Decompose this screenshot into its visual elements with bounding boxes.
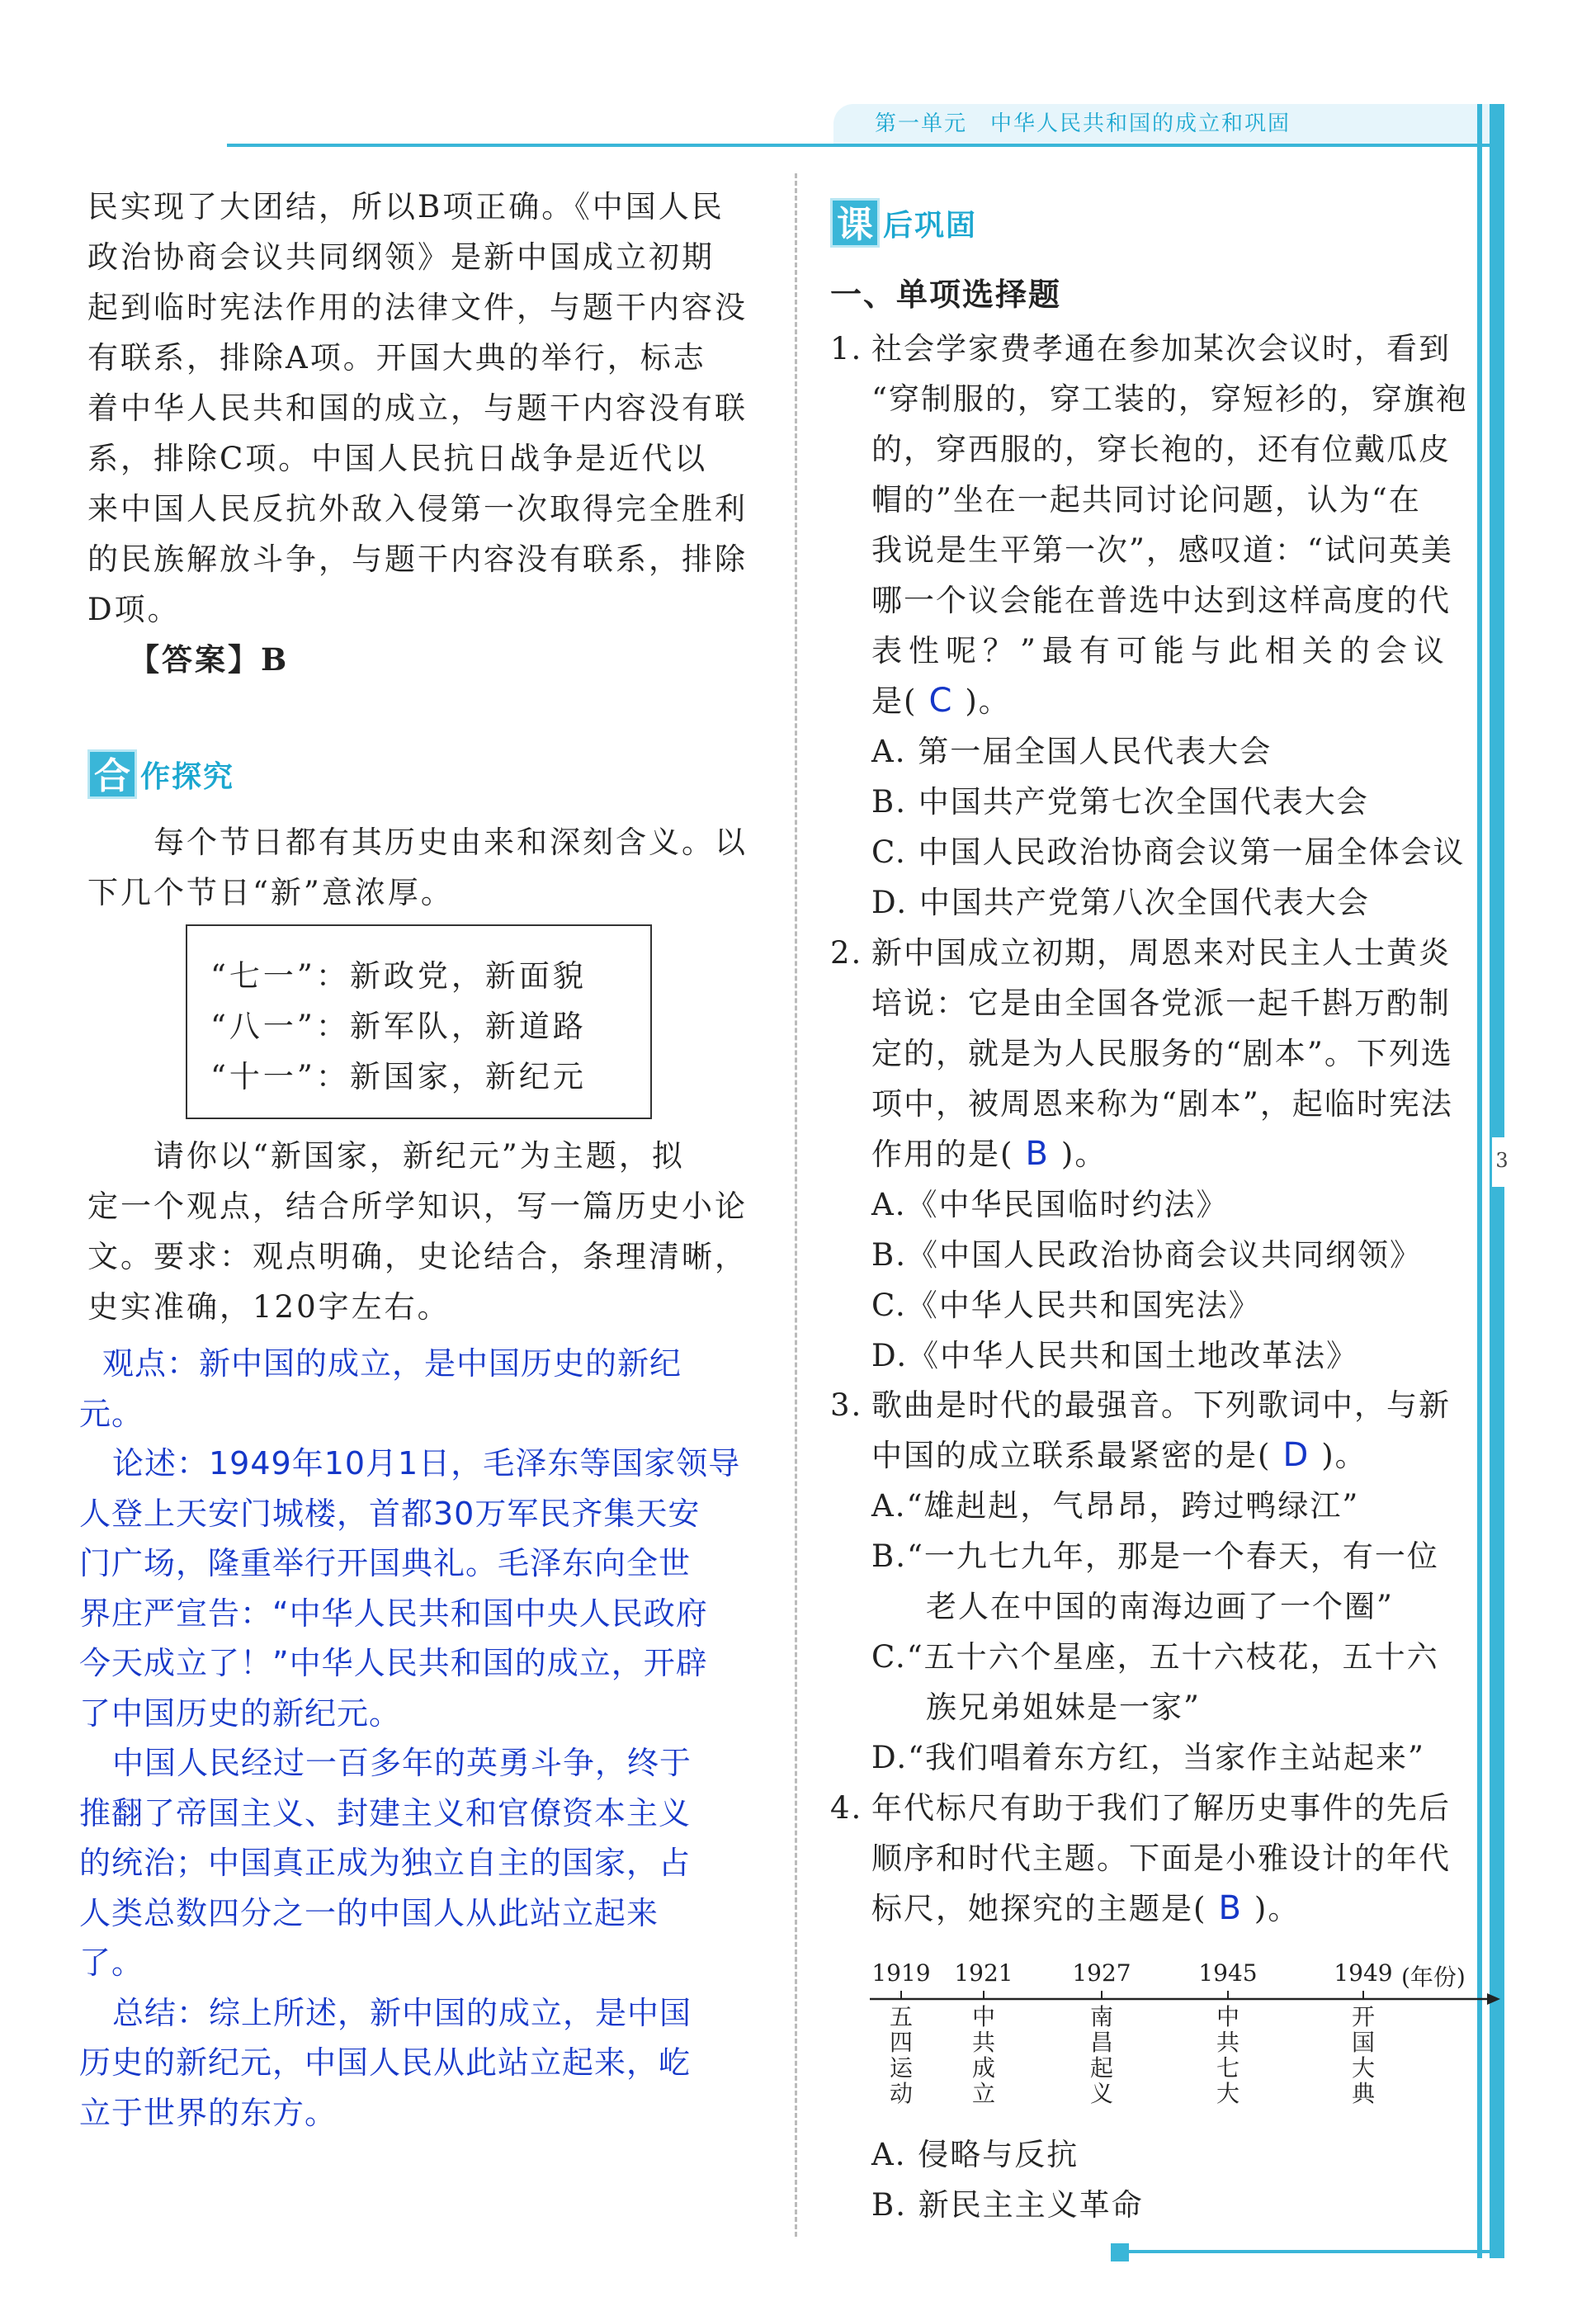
essay-line: 界庄严宣告：“中华人民共和国中央人民政府	[79, 1595, 708, 1632]
question-line: 我说是生平第一次”，感叹道：“试问英美	[871, 532, 1453, 568]
question-number: 4.	[830, 1790, 863, 1826]
option-b: B. 新民主主义革命	[871, 2187, 1144, 2223]
question-number: 1.	[830, 331, 863, 366]
stem-text: 标尺，她探究的主题是(	[871, 1891, 1207, 1926]
festival-box	[186, 924, 652, 1119]
question-line: 哪一个议会能在普选中达到这样高度的代	[871, 583, 1451, 618]
question-line: 新中国成立初期，周恩来对民主人士黄炎	[871, 935, 1451, 971]
essay-line: 历史的新纪元，中国人民从此站立起来，屹	[79, 2044, 692, 2081]
question-2	[830, 928, 1490, 1381]
essay-line: 立于世界的东方。	[79, 2094, 338, 2131]
question-line: 培说：它是由全国各党派一起千斟万酌制	[871, 985, 1451, 1021]
page-number: 3	[1495, 1149, 1509, 1172]
essay-line: 了中国历史的新纪元。	[79, 1694, 402, 1732]
running-header: 第一单元 中华人民共和国的成立和巩固	[875, 111, 1291, 136]
stem-text: 作用的是(	[871, 1137, 1014, 1172]
option-b-cont: 老人在中国的南海边画了一个圈”	[926, 1589, 1394, 1624]
section-heading-review	[830, 196, 977, 249]
essay-line: 观点：新中国的成立，是中国历史的新纪	[102, 1345, 682, 1382]
question-4	[830, 1783, 1490, 1934]
question-stem-end	[871, 1430, 1490, 1481]
answer-blank: C	[928, 682, 954, 720]
essay-line: 人登上天安门城楼，首都30万军民齐集天安	[79, 1495, 701, 1532]
box-line: “八一”：新军队，新道路	[210, 1009, 587, 1044]
question-stem-end	[871, 1129, 1490, 1179]
analysis-text	[87, 182, 758, 685]
timeline-event-label: 南昌起义	[1089, 2003, 1113, 2107]
essay-line: 论述：1949年10月1日，毛泽东等国家领导	[112, 1445, 741, 1482]
option-d: D. 中国共产党第八次全国代表大会	[871, 885, 1370, 920]
question-line: 帽的”坐在一起共同讨论问题，认为“在	[871, 482, 1421, 517]
option-a: A.《中华民国临时约法》	[871, 1187, 1229, 1222]
essay-line: 人类总数四分之一的中国人从此站立起来	[79, 1894, 659, 1931]
question-line: “穿制服的，穿工装的，穿短衫的，穿旗袍	[871, 381, 1468, 417]
timeline-event-label: 五四运动	[889, 2003, 913, 2107]
analysis-line: 来中国人民反抗外敌入侵第一次取得完全胜利	[87, 491, 748, 527]
essay-line: 总结：综上所述，新中国的成立，是中国	[112, 1994, 692, 2031]
option-c: C.“五十六个星座，五十六枝花，五十六	[871, 1639, 1439, 1675]
box-line: “十一”：新国家，新纪元	[210, 1059, 587, 1094]
essay-line: 元。	[79, 1395, 144, 1432]
option-a: A. 侵略与反抗	[871, 2137, 1079, 2172]
stem-text: )。	[1254, 1891, 1301, 1926]
question-stem-end	[871, 676, 1490, 726]
intro-line: 下几个节日“新”意浓厚。	[87, 875, 454, 910]
stem-text: 是(	[871, 683, 918, 719]
answer-label: 【答案】B	[129, 641, 290, 678]
stem-text: )。	[1321, 1438, 1367, 1473]
analysis-line: 有联系，排除A项。开国大典的举行，标志	[87, 340, 706, 376]
essay-line: 门广场，隆重举行开国典礼。毛泽东向全世	[79, 1545, 692, 1581]
timeline-year-label: 1945	[1198, 1959, 1258, 1987]
section-icon: 课	[830, 198, 880, 248]
question-4-options	[871, 2129, 1490, 2230]
section-heading-cooperation	[87, 748, 234, 801]
section-title: 作探究	[140, 759, 235, 794]
timeline-year-label: 1921	[954, 1959, 1013, 1987]
task-line: 定一个观点，结合所学知识，写一篇历史小论	[87, 1189, 748, 1224]
option-c: C.《中华人民共和国宪法》	[871, 1288, 1261, 1323]
timeline-unit: (年份)	[1401, 1964, 1466, 1991]
timeline-year-label: 1949	[1334, 1959, 1393, 1987]
answer-blank: B	[1025, 1135, 1050, 1173]
section-title: 后巩固	[883, 208, 978, 243]
timeline-event-label: 中共七大	[1216, 2003, 1239, 2107]
timeline-figure	[858, 1949, 1502, 2115]
task-text	[87, 1131, 758, 1332]
analysis-line: 起到临时宪法作用的法律文件，与题干内容没	[87, 290, 748, 325]
task-line: 请你以“新国家，新纪元”为主题，拟	[153, 1138, 685, 1174]
question-3	[830, 1380, 1490, 1783]
stem-text: )。	[1060, 1137, 1107, 1172]
intro-line: 每个节日都有其历史由来和深刻含义。以	[153, 825, 748, 860]
timeline-year-label: 1927	[1072, 1959, 1131, 1987]
option-a: A. 第一届全国人民代表大会	[871, 734, 1273, 769]
task-line: 史实准确，120字左右。	[87, 1289, 451, 1325]
essay-answer	[79, 1339, 764, 2138]
footer-marker	[1111, 2243, 1129, 2261]
option-b: B.《中国人民政治协商会议共同纲领》	[871, 1237, 1422, 1273]
timeline-event-label: 开国大典	[1351, 2003, 1375, 2107]
stem-text: 中国的成立联系最紧密的是(	[871, 1438, 1272, 1473]
question-line: 歌曲是时代的最强音。下列歌词中，与新	[871, 1387, 1451, 1423]
question-line: 的，穿西服的，穿长袍的，还有位戴瓜皮	[871, 432, 1451, 467]
question-line: 顺序和时代主题。下面是小雅设计的年代	[871, 1841, 1451, 1876]
timeline-arrow	[1487, 1993, 1500, 2005]
header-rule	[227, 144, 1490, 147]
question-1	[830, 324, 1490, 928]
essay-line: 今天成立了！”中华人民共和国的成立，开辟	[79, 1645, 708, 1681]
part-title: 一、单项选择题	[830, 276, 1062, 313]
timeline-event-label: 中共成立	[971, 2003, 995, 2107]
question-line: 年代标尺有助于我们了解历史事件的先后	[871, 1790, 1451, 1826]
task-line: 文。要求：观点明确，史论结合，条理清晰，	[87, 1239, 748, 1274]
footer-rule	[1129, 2250, 1492, 2253]
answer-blank: B	[1218, 1889, 1243, 1927]
question-line: 社会学家费孝通在参加某次会议时，看到	[871, 331, 1451, 366]
essay-line: 中国人民经过一百多年的英勇斗争，终于	[112, 1745, 692, 1781]
essay-line: 推翻了帝国主义、封建主义和官僚资本主义	[79, 1794, 692, 1831]
question-stem-end	[871, 1883, 1490, 1934]
option-b: B.“一九七九年，那是一个春天，有一位	[871, 1538, 1439, 1574]
option-d: D.《中华人民共和国土地改革法》	[871, 1338, 1359, 1373]
option-c-cont: 族兄弟姐妹是一家”	[926, 1690, 1201, 1725]
option-d: D.“我们唱着东方红，当家作主站起来”	[871, 1740, 1425, 1775]
stem-text: )。	[965, 683, 1011, 719]
question-number: 2.	[830, 935, 863, 971]
analysis-line: 的民族解放斗争，与题干内容没有联系，排除	[87, 541, 748, 577]
essay-line: 的统治；中国真正成为独立自主的国家，占	[79, 1845, 692, 1881]
answer-blank: D	[1282, 1436, 1310, 1474]
question-number: 3.	[830, 1387, 863, 1423]
section-icon: 合	[87, 749, 137, 799]
analysis-line: 系，排除C项。中国人民抗日战争是近代以	[87, 441, 708, 476]
option-b: B. 中国共产党第七次全国代表大会	[871, 784, 1369, 820]
timeline-year-label: 1919	[871, 1959, 931, 1987]
analysis-line: D项。	[87, 592, 181, 627]
question-line: 表性呢？”最有可能与此相关的会议	[871, 633, 1451, 669]
question-line: 项中，被周恩来称为“剧本”，起临时宪法	[871, 1086, 1453, 1122]
essay-line: 了。	[79, 1945, 144, 1981]
option-c: C. 中国人民政治协商会议第一届全体会议	[871, 834, 1466, 870]
option-a: A.“雄赳赳，气昂昂，跨过鸭绿江”	[871, 1488, 1360, 1524]
question-line: 定的，就是为人民服务的“剧本”。下列选	[871, 1036, 1453, 1071]
analysis-line: 政治协商会议共同纲领》是新中国成立初期	[87, 239, 715, 275]
box-line: “七一”：新政党，新面貌	[210, 958, 587, 994]
analysis-line: 着中华人民共和国的成立，与题干内容没有联	[87, 390, 748, 426]
column-divider	[795, 173, 797, 2237]
analysis-line: 民实现了大团结，所以B项正确。《中国人民	[87, 189, 725, 224]
intro-text	[87, 817, 758, 918]
